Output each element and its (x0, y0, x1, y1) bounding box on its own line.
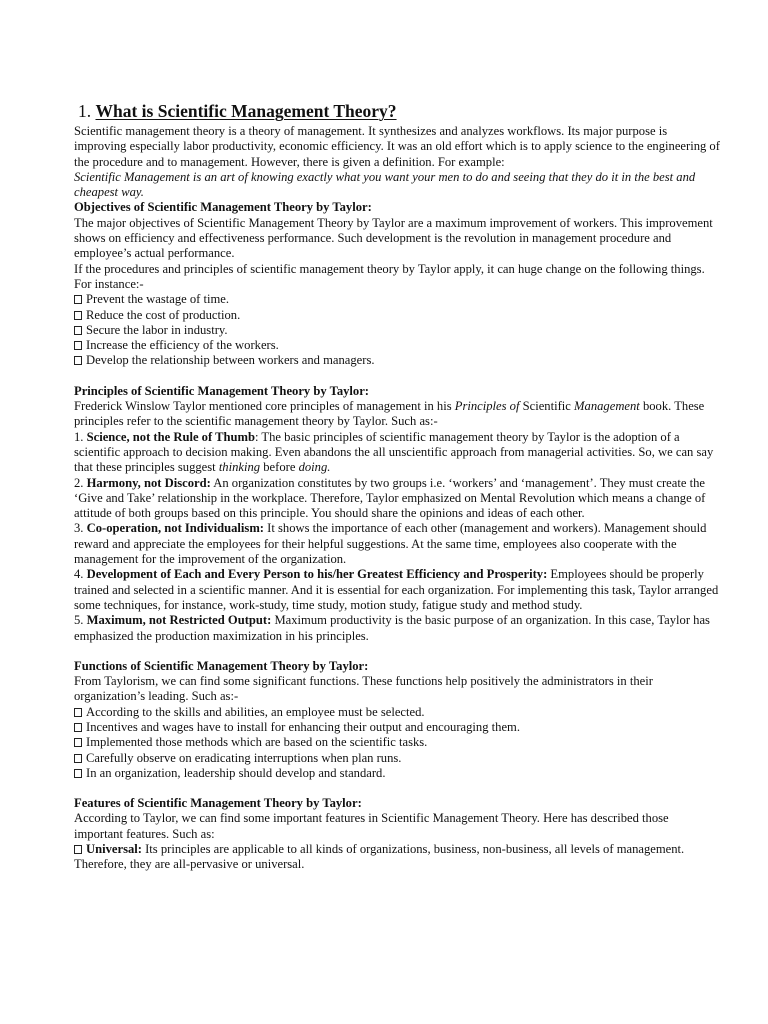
principles-intro: Frederick Winslow Taylor mentioned core principles of management in his Principles of Scientific Management book. These principles refer to the scientific management theory by Taylor. Such as:- (74, 399, 705, 429)
checkbox-bullet-icon (74, 769, 82, 778)
functions-list (74, 705, 720, 781)
checkbox-bullet-icon (74, 845, 82, 854)
intro-paragraph: Scientific management theory is a theory of management. It synthesizes and analyzes workflows. Its major purpose is improving especially labor productivity, economic efficiency. It was an old effort which is to apply science to the engineering of the procedure and to management. However, there is given a definition. For example: (74, 124, 720, 169)
features-intro: According to Taylor, we can find some important features in Scientific Management Theory. Here has described those important features. Such as: (74, 811, 669, 841)
objectives-list (74, 292, 720, 368)
checkbox-bullet-icon (74, 738, 82, 747)
list-item: Prevent the wastage of time. (74, 292, 720, 307)
principle-1: 1. Science, not the Rule of Thumb: The basic principles of scientific management theory by Taylor is the adoption of a scientific approach to decision making. Even abandons the all unscientific approach from managerial activities. So, we can say that these principles suggest thinking before doing. (74, 429, 714, 475)
list-item: In an organization, leadership should develop and standard. (74, 766, 720, 781)
list-item: Incentives and wages have to install for enhancing their output and encouraging them. (74, 720, 720, 735)
objectives-paragraph-2: If the procedures and principles of scientific management theory by Taylor apply, it can huge change on the following things. For instance:- (74, 261, 705, 291)
features-heading: Features of Scientific Management Theory by Taylor: (74, 796, 362, 811)
spacer (74, 644, 720, 659)
list-item: Carefully observe on eradicating interruptions when plan runs. (74, 751, 720, 766)
objectives-heading: Objectives of Scientific Management Theory by Taylor: (74, 200, 372, 215)
checkbox-bullet-icon (74, 326, 82, 335)
checkbox-bullet-icon (74, 754, 82, 763)
principle-5: 5. Maximum, not Restricted Output: Maximum productivity is the basic purpose of an organization. In this case, Taylor has emphasized the production maximization in his principles. (74, 613, 710, 643)
checkbox-bullet-icon (74, 356, 82, 365)
checkbox-bullet-icon (74, 723, 82, 732)
spacer (74, 781, 720, 796)
spacer (74, 369, 720, 384)
list-item: According to the skills and abilities, an employee must be selected. (74, 705, 720, 720)
objectives-paragraph-1: The major objectives of Scientific Management Theory by Taylor are a maximum improvement of workers. This improvement shows on efficiency and effectiveness performance. Such development is the revolution in management procedure and employee’s actual performance. (74, 215, 713, 261)
principle-3: 3. Co-operation, not Individualism: It shows the importance of each other (management and workers). Management should reward and appreciate the employees for their helpful suggestions. At the same time, employees also cooperate with the management for the improvement of the organization. (74, 521, 707, 567)
title-text: What is Scientific Management Theory? (95, 101, 397, 121)
document-page (74, 100, 720, 873)
definition-paragraph: Scientific Management is an art of knowing exactly what you want your men to do and seeing that they do it in the best and cheapest way. (74, 169, 696, 200)
list-item: Universal: Its principles are applicable to all kinds of organizations, business, non-business, all levels of management. Therefore, they are all-pervasive or universal. (74, 842, 685, 872)
list-item: Secure the labor in industry. (74, 323, 720, 338)
checkbox-bullet-icon (74, 708, 82, 717)
list-item: Increase the efficiency of the workers. (74, 338, 720, 353)
page-title (78, 100, 720, 122)
title-number: 1. (78, 101, 92, 121)
checkbox-bullet-icon (74, 295, 82, 304)
functions-heading: Functions of Scientific Management Theory by Taylor: (74, 658, 369, 673)
functions-intro: From Taylorism, we can find some significant functions. These functions help positively the administrators in their organization’s leading. Such as:- (74, 674, 653, 704)
list-item: Reduce the cost of production. (74, 308, 720, 323)
principles-heading: Principles of Scientific Management Theory by Taylor: (74, 383, 369, 398)
principle-4: 4. Development of Each and Every Person to his/her Greatest Efficiency and Prosperity: Employees should be properly trained and selected in a scientific manner. And it is essential for each organization. For implementing this task, Taylor arranged some techniques, for instance, work-study, time study, motion study, fatigue study and method study. (74, 567, 719, 612)
checkbox-bullet-icon (74, 311, 82, 320)
list-item: Develop the relationship between workers and managers. (74, 353, 720, 368)
list-item: Implemented those methods which are based on the scientific tasks. (74, 735, 720, 750)
checkbox-bullet-icon (74, 341, 82, 350)
principle-2: 2. Harmony, not Discord: An organization constitutes by two groups i.e. ‘workers’ and ‘management’. They must create the ‘Give and Take’ relationship in the workplace. Therefore, Taylor emphasized on Mental Revolution which means a change of attitude of both groups based on this principle. You should share the opinions and ideas of each other. (74, 475, 706, 521)
